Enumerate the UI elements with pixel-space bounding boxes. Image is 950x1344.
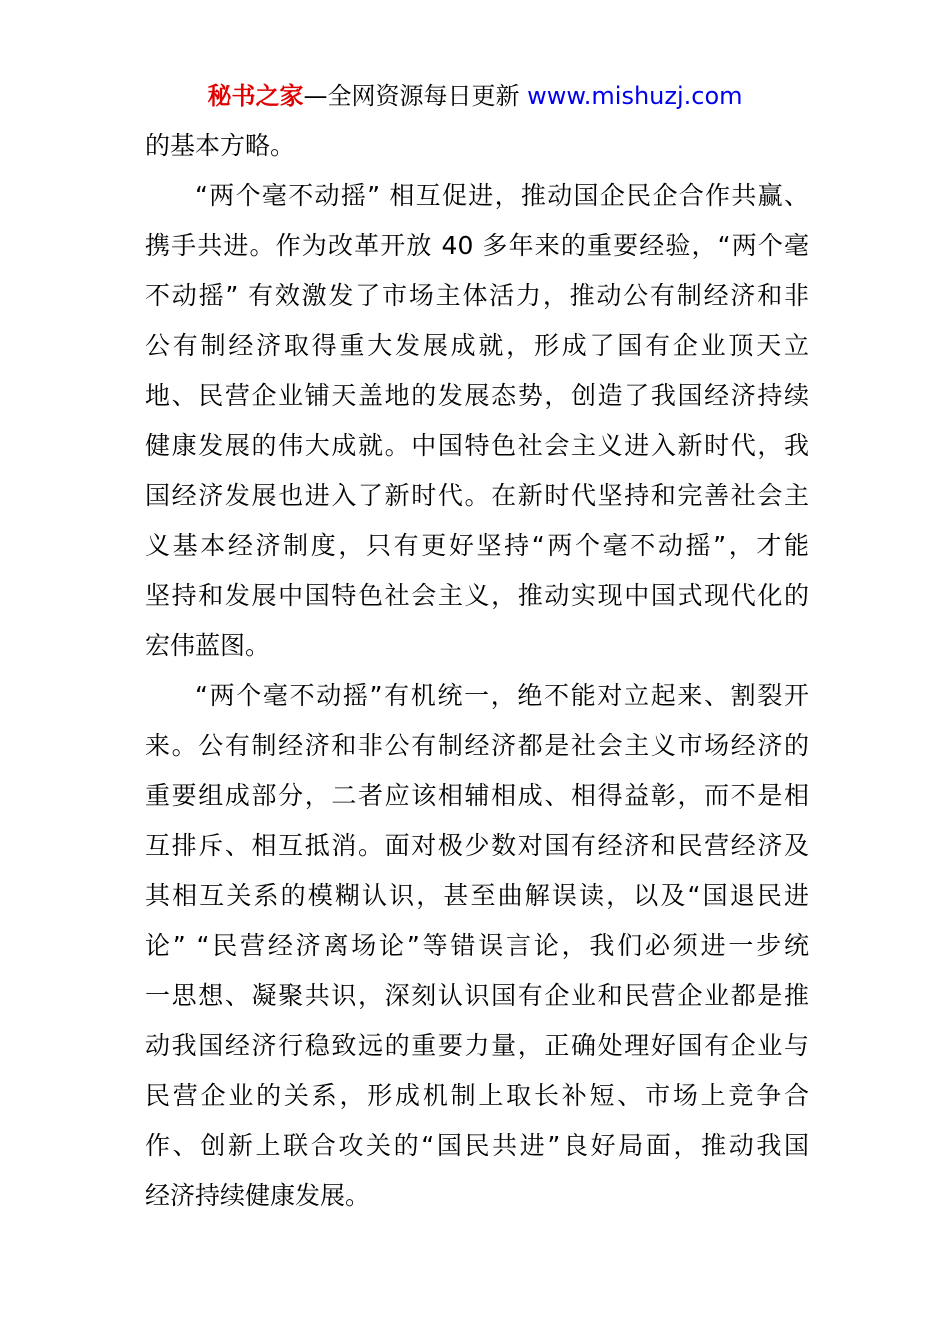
document-body bbox=[145, 121, 809, 1221]
page-header bbox=[0, 80, 950, 112]
text-line: 重要组成部分，二者应该相辅相成、相得益彰，而不是相 bbox=[145, 781, 809, 810]
paragraph-first-line: “两个毫不动摇”有机统一，绝不能对立起来、割裂开 bbox=[195, 681, 809, 710]
text-line: 携手共进。作为改革开放 40 多年来的重要经验，“两个毫 bbox=[145, 231, 809, 260]
text-line: 公有制经济取得重大发展成就，形成了国有企业顶天立 bbox=[145, 331, 809, 360]
text-line: 经济持续健康发展。 bbox=[145, 1181, 371, 1210]
text-line: 国经济发展也进入了新时代。在新时代坚持和完善社会主 bbox=[145, 481, 809, 510]
header-tagline: —全网资源每日更新 bbox=[303, 82, 528, 110]
text-line: 不动摇” 有效激发了市场主体活力，推动公有制经济和非 bbox=[145, 281, 809, 310]
text-line: 互排斥、相互抵消。面对极少数对国有经济和民营经济及 bbox=[145, 831, 809, 860]
text-line: 一思想、凝聚共识，深刻认识国有企业和民营企业都是推 bbox=[145, 981, 809, 1010]
text-line: 坚持和发展中国特色社会主义，推动实现中国式现代化的 bbox=[145, 581, 809, 610]
text-line: 义基本经济制度，只有更好坚持“两个毫不动摇”，才能 bbox=[145, 531, 809, 560]
text-line: 地、民营企业铺天盖地的发展态势，创造了我国经济持续 bbox=[145, 381, 809, 410]
paragraph-first-line: “两个毫不动摇” 相互促进，推动国企民企合作共赢、 bbox=[195, 181, 809, 210]
text-line: 民营企业的关系，形成机制上取长补短、市场上竞争合 bbox=[145, 1081, 809, 1110]
brand-name: 秘书之家 bbox=[207, 82, 304, 110]
text-line: 其相互关系的模糊认识，甚至曲解误读，以及“国退民进 bbox=[145, 881, 809, 910]
text-line: 来。公有制经济和非公有制经济都是社会主义市场经济的 bbox=[145, 731, 809, 760]
text-line: 宏伟蓝图。 bbox=[145, 631, 271, 660]
text-line: 动我国经济行稳致远的重要力量，正确处理好国有企业与 bbox=[145, 1031, 809, 1060]
text-line: 作、创新上联合攻关的“国民共进”良好局面，推动我国 bbox=[145, 1131, 809, 1160]
text-line: 论” “民营经济离场论”等错误言论，我们必须进一步统 bbox=[145, 931, 809, 960]
site-url[interactable]: www.mishuzj.com bbox=[527, 82, 743, 110]
text-line: 的基本方略。 bbox=[145, 131, 296, 160]
text-line: 健康发展的伟大成就。中国特色社会主义进入新时代，我 bbox=[145, 431, 809, 460]
